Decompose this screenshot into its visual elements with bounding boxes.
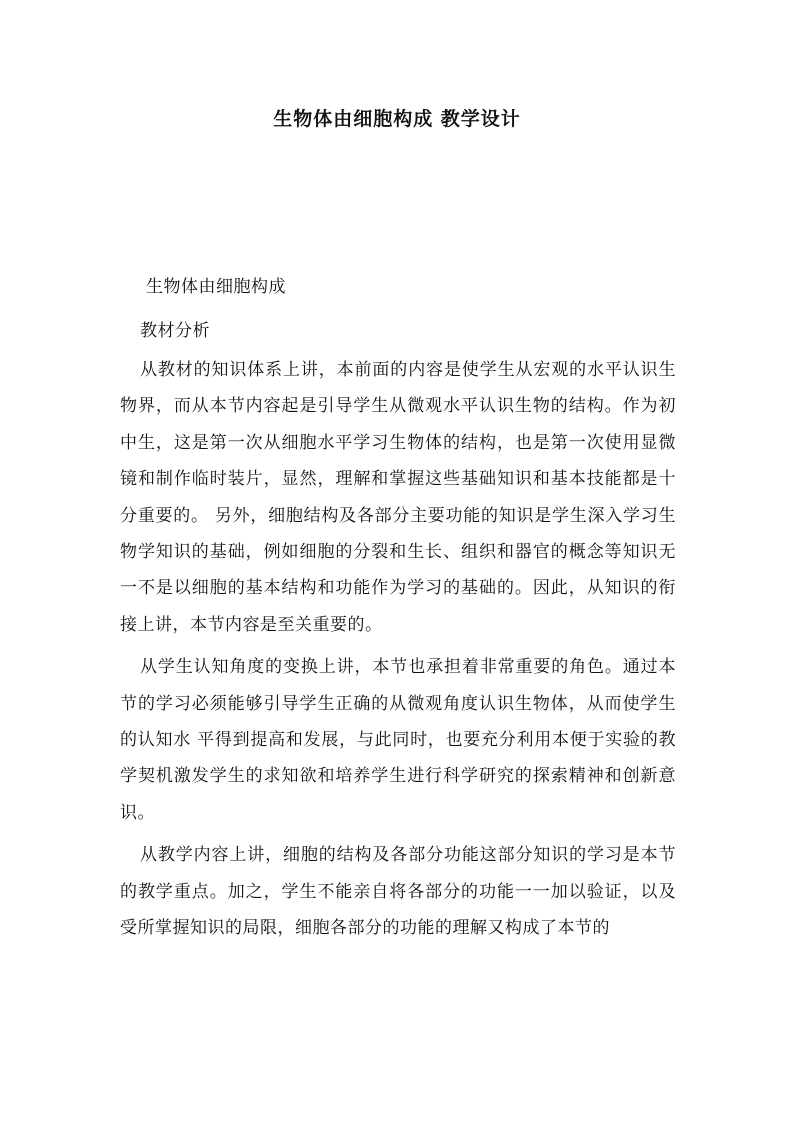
subsection-title: 教材分析 (140, 321, 210, 341)
paragraph: 从教材的知识体系上讲，本前面的内容是使学生从宏观的水平认识生物界，而从本节内容起是引导学生从微观水平认识生物的结构。作为初中生，这是第一次从细胞水平学习生物体的结构，也是第一次使用显微镜和制作临时装片，显然，理解和掌握这些基础知识和基本技能都是十分重要的。 另外，细胞结构及各部分主要功能的知识是学生深入学习生物学知识的基础，例如细胞的分裂和生长、组织和器官的概念等知识无一不是以细胞的基本结构和功能作为学习的基础的。因此，从知识的衔接上讲，本节内容是至关重要的。 (120, 360, 676, 635)
document-body (120, 352, 676, 947)
document-title: 生物体由细胞构成 教学设计 (273, 108, 521, 130)
paragraph: 从学生认知角度的变换上讲，本节也承担着非常重要的角色。通过本节的学习必须能够引导学生正确的从微观角度认识生物体，从而使学生的认知水 平得到提高和发展，与此同时，也要充分利用本便于实验的教学契机激发学生的求知欲和培养学生进行科学研究的探索精神和创新意识。 (120, 657, 676, 823)
section-title: 生物体由细胞构成 (146, 277, 286, 297)
paragraph: 从教学内容上讲，细胞的结构及各部分功能这部分知识的学习是本节的教学重点。加之，学生不能亲自将各部分的功能一一加以验证，以及受所掌握知识的局限，细胞各部分的功能的理解又构成了本节的 (120, 845, 676, 939)
